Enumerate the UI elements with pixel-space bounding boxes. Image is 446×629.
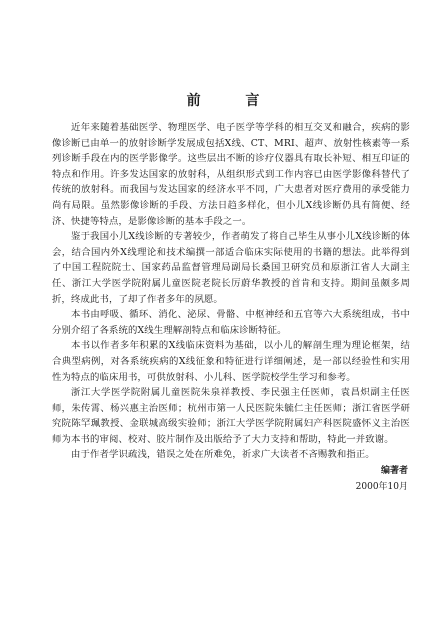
signature-author: 编著者 [380, 466, 408, 476]
signature-date: 2000年10月 [355, 482, 408, 492]
paragraph-2: 鉴于我国小儿X线诊断的专著较少，作者萌发了将自己毕生从事小儿X线诊断的体会，结合国内外X线理论和技术编撰一部适合临床实际使用的书籍的想法。此举得到了中国工程院院士、国家药品监督管理局副局长桑国卫研究员和原浙江省人大副主任、浙江大学医学院附属儿童医院老院长厉蔚华教授的首肯和支持。期间虽颇多周折，终成此书，了却了作者多年的夙愿。 [52, 231, 410, 305]
paragraph-5: 浙江大学医学院附属儿童医院朱泉祥教授、李民强主任医师，袁昌炽副主任医师，朱传霄、杨兴惠主治医师；杭州市第一人民医院朱毓仁主任医师；浙江省医学研究院陈罕珮教授、金联城高级实验师；浙江大学医学院附属妇产科医院盛怀义主治医师为本书的审阅、校对、胶片制作及出版给予了大力支持和帮助，特此一并致谢。 [52, 387, 410, 445]
paragraph-3: 本书由呼吸、循环、消化、泌尿、骨骼、中枢神经和五官等六大系统组成，书中分别介绍了各系统的X线生理解剖特点和临床诊断特征。 [52, 309, 410, 336]
page-title: 前 言 [186, 93, 280, 109]
paragraph-6: 由于作者学识疏浅，错误之处在所难免，祈求广大读者不吝赐教和指正。 [71, 449, 375, 461]
paragraph-4: 本书以作者多年积累的X线临床资料为基础，以小儿的解剖生理为理论框架，结合典型病例，对各系统疾病的X线征象和特征进行详细阐述，是一部以经验性和实用性为特点的临床用书，可供放射科、小儿科、医学院校学生学习和参考。 [52, 340, 410, 383]
preface-body [52, 120, 410, 463]
paragraph-1: 近年来随着基础医学、物理医学、电子医学等学科的相互交叉和融合，疾病的影像诊断已由单一的放射诊断学发展成包括X线、CT、MRI、超声、放射性核素等一系列诊断手段在内的医学影像学。这些层出不断的诊疗仪器具有取长补短、相互印证的特点和作用。许多发达国家的放射科，从组织形式到工作内容已由医学影像科替代了传统的放射科。而我国与发达国家的经济水平不同，广大患者对医疗费用的承受能力尚有局限。虽然影像诊断的手段、方法日趋多样化，但小儿X线诊断仍具有简便、经济、快捷等特点，是影像诊断的基本手段之一。 [52, 122, 410, 227]
